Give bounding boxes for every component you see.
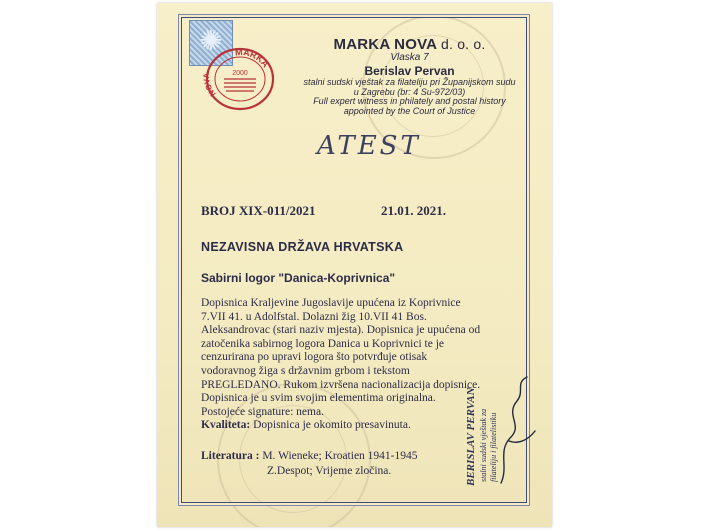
handwritten-signature	[501, 377, 535, 483]
company-name	[297, 37, 522, 53]
stamp-text-left: NOVA	[201, 72, 218, 98]
quality-value: Dopisnica je okomito presavinuta.	[253, 419, 411, 432]
certificate-number: BROJ XIX-011/2021	[201, 203, 316, 218]
expert-line-1: stalni sudski vještak za filateliju pri Županijskom sudu	[303, 76, 516, 87]
document-title: ATEST	[317, 131, 421, 161]
company-address: Vlaska 7	[390, 52, 429, 64]
camp-heading: Sabirni logor "Danica-Koprivnica"	[201, 271, 396, 285]
signature-stamp-name: BERISLAV PERVAN	[465, 387, 477, 486]
state-heading: NEZAVISNA DRŽAVA HRVATSKA	[201, 240, 404, 254]
quality-label: Kvaliteta:	[201, 419, 251, 432]
stamp-year: 2000	[232, 70, 248, 77]
company-suffix: d. o. o.	[441, 36, 486, 52]
literature-label: Literatura :	[201, 450, 260, 462]
expert-line-2: u Zagrebu (br: 4 Su-972/03)	[353, 86, 466, 97]
expert-line-3: Full expert witness in philately and postal history	[313, 96, 506, 107]
svg-text:MARKA	[235, 47, 271, 70]
expert-name: Berislav Pervan	[364, 63, 455, 78]
certificate-paper	[157, 3, 552, 527]
certificate-date: 21.01. 2021.	[381, 203, 446, 218]
company-stamp	[201, 43, 279, 113]
stamp-text-top: MARKA	[234, 47, 271, 70]
letterhead	[297, 37, 522, 117]
body-description: Dopisnica Kraljevine Jugoslavije upućena iz Koprivnice 7.VII 41. u Adolfstal. Dolazni žig 10.VII 41 Bos. Aleksandrovac (stari naziv mjesta). Dopisnica je upućena od zatočenika sabirnog logora Danica u Koprivnici te je cenzurirana po upravi logora što potvrđuje otisak vodoravnog žiga s državnim grbom i tekstom PREGLEDANO. Rukom izvršena nacionalizacija dopisnice.	[201, 297, 481, 391]
body-signature: Postojeće signature: nema.	[201, 405, 324, 418]
signature-stamp	[439, 371, 549, 491]
star-icon: ✺	[199, 26, 223, 57]
literature-item-2: Z.Despot; Vrijeme zločina.	[267, 465, 392, 477]
body-original: Dopisnica je u svim svojim elementima originalna.	[201, 392, 436, 405]
literature-item-1: M. Wieneke; Kroatien 1941-1945	[262, 450, 418, 462]
expert-line-4: appointed by the Court of Justice	[343, 106, 476, 117]
signature-stamp-line-1: stalni sudski vještak za	[479, 408, 488, 482]
signature-stamp-line-2: filateliju i filatelistiku	[489, 412, 498, 482]
company-name-main: MARKA NOVA	[333, 36, 437, 53]
